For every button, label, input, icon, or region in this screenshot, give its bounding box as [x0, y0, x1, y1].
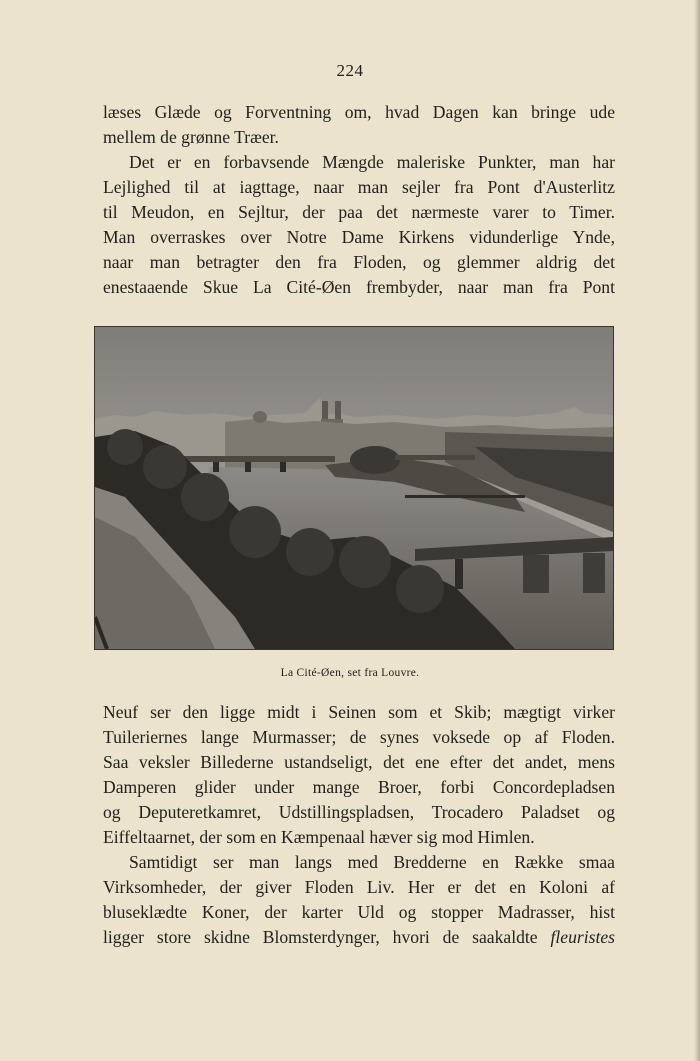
italic-word: fleuristes	[550, 927, 615, 947]
text-line: Tuileriernes lange Murmasser; de synes voksede op af Floden.	[103, 727, 615, 747]
text-line: Det er en forbavsende Mængde maleriske Punkter, man har	[129, 152, 615, 172]
text-line: Neuf ser den ligge midt i Seinen som et Skib; mægtigt virker	[103, 702, 615, 722]
text-line: Saa veksler Billederne ustandseligt, det ene efter det andet, mens	[103, 752, 615, 772]
photo-caption: La Cité-Øen, set fra Louvre.	[280, 667, 420, 679]
text-line: Man overraskes over Notre Dame Kirkens vidunderlige Ynde,	[103, 227, 615, 247]
text-line: Samtidigt ser man langs med Bredderne en Række smaa	[129, 852, 615, 872]
bottom-paragraphs	[103, 700, 615, 950]
text-line: Damperen glider under mange Broer, forbi Concordepladsen	[103, 777, 615, 797]
text-span: ligger store skidne Blomsterdynger, hvori de saakaldte	[103, 927, 538, 947]
text-line: enestaaende Skue La Cité-Øen frembyder, naar man fra Pont	[103, 277, 615, 297]
top-paragraphs	[103, 100, 615, 300]
text-line: læses Glæde og Forventning om, hvad Dagen kan bringe ude	[103, 102, 615, 122]
page-number: 224	[336, 61, 364, 80]
text-line: bluseklædte Koner, der karter Uld og stopper Madrasser, hist	[103, 902, 615, 922]
text-line: Lejlighed til at iagttage, naar man sejler fra Pont d'Austerlitz	[103, 177, 615, 197]
text-line: mellem de grønne Træer.	[103, 127, 279, 147]
text-line: Eiffeltaarnet, der som en Kæmpenaal hæver sig mod Himlen.	[103, 827, 535, 847]
page-edge	[694, 0, 700, 1061]
text-line-last	[103, 925, 615, 950]
photograph-cite-island	[94, 326, 614, 650]
text-line: og Deputeretkamret, Udstillingspladsen, Trocadero Paladset og	[103, 802, 615, 822]
text-line: naar man betragter den fra Floden, og glemmer aldrig det	[103, 252, 615, 272]
text-line: Virksomheder, der giver Floden Liv. Her er det en Koloni af	[103, 877, 615, 897]
text-line: til Meudon, en Sejltur, der paa det nærmeste varer to Timer.	[103, 202, 615, 222]
